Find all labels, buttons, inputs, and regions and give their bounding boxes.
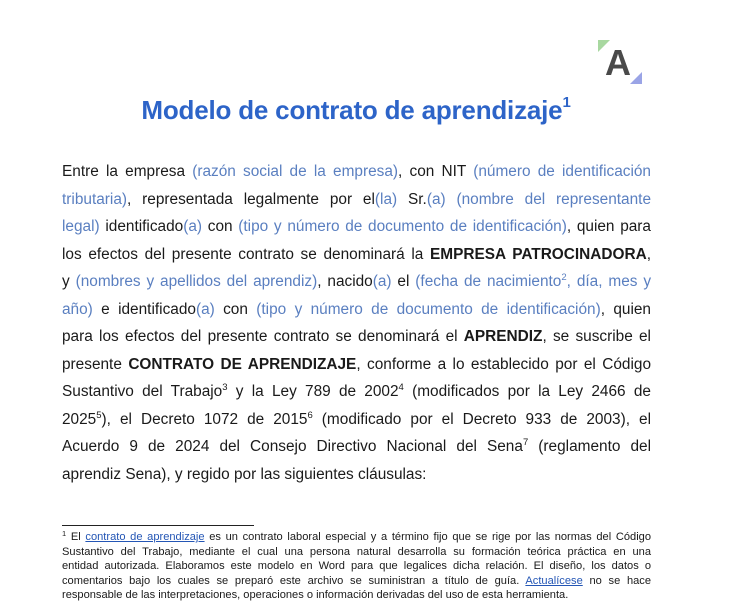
placeholder-company-name[interactable]: (razón social de la empresa) bbox=[192, 163, 399, 180]
paragraph-line: los efectos del presente contrato se denominará la EMPRESA PATROCINADORA, bbox=[62, 245, 651, 263]
footnote-1 bbox=[62, 530, 651, 603]
paragraph-line: año) e identificado(a) con (tipo y número de documento de identificación), quien bbox=[62, 300, 651, 318]
footnote-line: Sustantivo del Trabajo, mediante el cual una persona natural desarrolla su formación teórica práctica en una bbox=[62, 545, 651, 558]
placeholder-nit[interactable]: (número de identificación bbox=[473, 163, 651, 180]
placeholder-document[interactable]: (tipo y número de documento de identificación) bbox=[238, 218, 567, 236]
paragraph-line: 2025$^5$), el Decreto 1072 de 2015$^6$ (modificado por el Decreto 933 de 2003), el bbox=[62, 409, 652, 428]
footnote-line: $^1$ El contrato de aprendizaje es un contrato laboral especial y a término fijo que se rige por las normas del Código bbox=[62, 529, 652, 543]
footnote-line: responsable de las interpretaciones, operaciones o información derivadas del uso de esta herramienta. bbox=[62, 589, 569, 602]
paragraph-line: presente CONTRATO DE APRENDIZAJE, conforme a lo establecido por el Código bbox=[62, 355, 652, 373]
title-text: Modelo de contrato de aprendizaje bbox=[141, 95, 563, 125]
contrato-term: CONTRATO DE APRENDIZAJE bbox=[128, 355, 357, 373]
title-footnote-ref: 1 bbox=[562, 94, 571, 111]
contract-intro-paragraph bbox=[62, 158, 651, 489]
paragraph-line: Sustantivo del Trabajo$^3$ y la Ley 789 de 2002$^4$ (modificados por la Ley 2466 de bbox=[62, 382, 651, 401]
footnote-separator bbox=[62, 525, 254, 526]
placeholder-apprentice-document[interactable]: (tipo y número de documento de identificación) bbox=[256, 300, 601, 318]
aprendiz-term: APRENDIZ bbox=[463, 328, 543, 346]
actualicese-link[interactable]: Actualícese bbox=[525, 574, 583, 587]
empresa-patrocinadora-term: EMPRESA PATROCINADORA bbox=[430, 245, 647, 263]
paragraph-line: para los efectos del presente contrato se denominará el APRENDIZ, se suscribe el bbox=[62, 328, 651, 346]
placeholder-apprentice-name[interactable]: (nombres y apellidos del aprendiz) bbox=[75, 273, 318, 291]
footnote-line: comentarios bajo los cuales se preparó este archivo se suministran a título de guía. Actualícese no se hace bbox=[62, 574, 652, 587]
placeholder-birth-date[interactable]: (fecha de nacimiento bbox=[415, 273, 562, 291]
paragraph-line: legal) identificado(a) con (tipo y número de documento de identificación), quien para bbox=[62, 218, 651, 236]
footnote-line: entidad autorizada. Elaboramos este modelo en Word para que legalices dicha relación. El diseño, los datos o bbox=[62, 560, 651, 573]
actualicese-logo-icon bbox=[596, 38, 644, 86]
paragraph-line: Acuerdo 9 de 2024 del Consejo Directivo Nacional del Sena$^7$ (reglamento del bbox=[62, 437, 651, 456]
page-title bbox=[0, 94, 712, 126]
paragraph-line: tributaria), representada legalmente por el(la) Sr.(a) (nombre del representante bbox=[62, 190, 651, 208]
paragraph-line: Entre la empresa (razón social de la empresa), con NIT (número de identificación bbox=[62, 163, 651, 180]
paragraph-line: aprendiz Sena), y regido por las siguientes cláusulas: bbox=[62, 466, 427, 484]
contrato-aprendizaje-link[interactable]: contrato de aprendizaje bbox=[85, 531, 205, 543]
logo-letter: A bbox=[605, 42, 631, 83]
placeholder-representative[interactable]: (nombre del representante bbox=[445, 190, 651, 208]
paragraph-line: y (nombres y apellidos del aprendiz), nacido(a) el (fecha de nacimiento$^2$, día, mes y bbox=[62, 272, 652, 291]
